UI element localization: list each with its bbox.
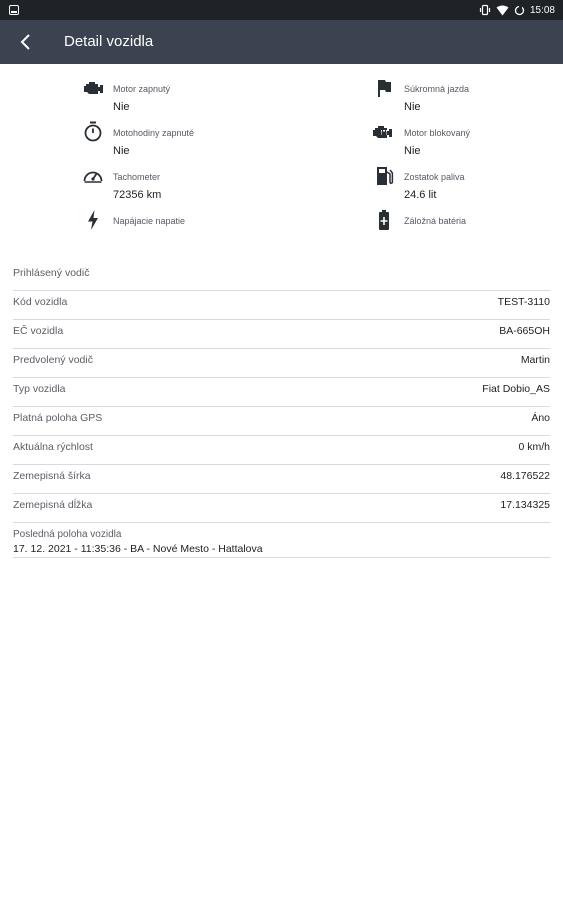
detail-row-latitude: [13, 465, 550, 494]
detail-label: Zemepisná šírka: [13, 470, 91, 482]
status-engine-on: [81, 64, 281, 113]
engine-icon: [81, 76, 105, 100]
detail-value: BA-665OH: [499, 325, 550, 337]
detail-label: Predvolený vodič: [13, 354, 93, 366]
back-button[interactable]: [14, 30, 38, 54]
flag-icon: [372, 76, 396, 100]
app-bar: [0, 20, 563, 64]
status-label: Zostatok paliva: [404, 172, 465, 182]
detail-label: Kód vozidla: [13, 296, 68, 308]
lightning-icon: [81, 208, 105, 232]
status-backup-battery: [372, 196, 563, 240]
status-private-ride: [372, 64, 563, 113]
speedometer-icon: [81, 164, 105, 188]
vibrate-icon: [479, 4, 491, 16]
detail-value: 17.134325: [500, 499, 550, 511]
detail-label: Typ vozidla: [13, 383, 66, 395]
status-value: Nie: [404, 145, 421, 157]
detail-value: 17. 12. 2021 - 11:35:36 - BA - Nové Mesto - Hattalova: [13, 543, 263, 555]
status-label: Napájacie napatie: [113, 216, 186, 226]
status-fuel: [372, 152, 563, 201]
page-title: Detail vozidla: [64, 33, 154, 50]
status-icons: [479, 2, 555, 18]
detail-row-default-driver: [13, 349, 550, 378]
back-arrow-icon: [14, 30, 38, 54]
status-label: Záložná batéria: [404, 216, 467, 226]
fuel-icon: [372, 164, 396, 188]
status-value: Nie: [404, 101, 421, 113]
status-tachometer: [81, 152, 281, 201]
status-engine-hours: [81, 108, 281, 157]
status-bar: [0, 0, 563, 20]
vehicle-status-grid: [0, 64, 563, 248]
detail-label: Posledná poloha vozidla: [13, 529, 122, 540]
status-label: Motor blokovaný: [404, 128, 471, 138]
detail-row-longitude: [13, 494, 550, 523]
detail-row-current-speed: [13, 436, 550, 465]
detail-value: 48.176522: [500, 470, 550, 482]
detail-row-vehicle-code: [13, 291, 550, 320]
status-value: 72356 km: [113, 189, 162, 201]
status-supply-voltage: [81, 196, 281, 240]
detail-row-last-position: [13, 523, 550, 558]
detail-value: Martin: [520, 354, 550, 366]
status-label: Motor zapnutý: [113, 84, 171, 94]
battery-icon: [372, 208, 396, 232]
detail-row-logged-driver: [13, 262, 550, 291]
status-engine-locked: [372, 108, 563, 157]
detail-row-gps-valid: [13, 407, 550, 436]
clock: 15:08: [529, 4, 555, 16]
detail-label: Prihlásený vodič: [13, 267, 90, 279]
status-label: Tachometer: [113, 172, 161, 182]
status-value: Nie: [113, 145, 130, 157]
detail-label: EČ vozidla: [13, 325, 64, 337]
detail-value: TEST-3110: [497, 296, 550, 308]
detail-value: Áno: [531, 412, 550, 424]
detail-value: Fiat Dobio_AS: [482, 383, 550, 395]
sync-icon: [514, 5, 525, 16]
notification-icon: [9, 5, 19, 15]
detail-label: Zemepisná dĺžka: [13, 499, 93, 511]
status-label: Súkromná jazda: [404, 84, 470, 94]
status-value: 24.6 lit: [404, 189, 437, 201]
detail-label: Aktuálna rýchlost: [13, 441, 93, 453]
engine-locked-icon: [372, 120, 396, 144]
detail-row-license-plate: [13, 320, 550, 349]
detail-row-vehicle-type: [13, 378, 550, 407]
detail-value: 0 km/h: [518, 441, 550, 453]
detail-label: Platná poloha GPS: [13, 412, 103, 424]
status-label: Motohodiny zapnuté: [113, 128, 195, 138]
timer-icon: [81, 120, 105, 144]
status-value: Nie: [113, 101, 130, 113]
wifi-icon: [496, 5, 509, 16]
vehicle-details-list: [13, 262, 550, 558]
